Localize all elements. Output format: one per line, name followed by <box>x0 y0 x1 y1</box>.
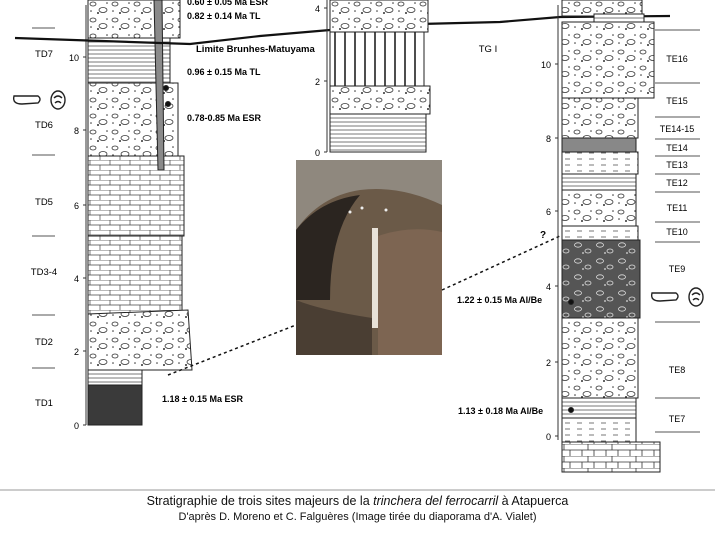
te-date: 1.13 ± 0.18 Ma Al/Be <box>458 406 544 416</box>
td-date: 0.96 ± 0.15 Ma TL <box>187 67 261 77</box>
te-date: 1.22 ± 0.15 Ma Al/Be <box>457 295 543 305</box>
te-scale-label: 4 <box>545 282 551 292</box>
te-unit-label: TE9 <box>668 264 686 274</box>
te-section <box>457 0 703 472</box>
td-unit-label: TD6 <box>35 120 53 131</box>
te-unit-label: TE14 <box>666 143 688 153</box>
tg-column <box>330 0 430 152</box>
te-scale-label: 6 <box>545 207 551 217</box>
te-unit-label: TE8 <box>668 365 686 375</box>
td-scale-label: 10 <box>68 53 79 63</box>
tg-unit-label: TG I <box>478 44 498 55</box>
te-unit-label: TE11 <box>666 203 688 213</box>
td-unit-label: TD1 <box>35 398 53 409</box>
td-scale-label: 2 <box>73 347 79 357</box>
td-unit-label: TD3-4 <box>30 267 58 278</box>
td-scale-label: 0 <box>73 421 79 431</box>
tg-scale-label: 2 <box>314 77 320 87</box>
te-unit-label: TE16 <box>666 54 688 64</box>
boundary-label: Limite Brunhes-Matuyama <box>196 44 315 55</box>
te-unit-label: TE13 <box>666 160 688 170</box>
td-date: 0.78-0.85 Ma ESR <box>187 113 262 123</box>
td-date: 0.60 ± 0.05 Ma ESR <box>187 0 268 7</box>
td-date: 1.18 ± 0.15 Ma ESR <box>162 394 243 404</box>
td-unit-label: TD2 <box>35 337 53 348</box>
td-unit-label: TD7 <box>35 49 53 60</box>
caption-line-1 <box>0 494 715 508</box>
uncertain-mark: ? <box>540 230 547 241</box>
caption-text: à Atapuerca <box>498 494 569 508</box>
caption-text: Stratigraphie de trois sites majeurs de la <box>146 494 374 508</box>
te-unit-label: TE10 <box>666 227 688 237</box>
td-scale-label: 8 <box>73 126 79 136</box>
te-unit-label: TE14-15 <box>659 124 695 134</box>
td-column <box>88 0 192 425</box>
td-date: 0.82 ± 0.14 Ma TL <box>187 11 261 21</box>
te-unit-label: TE12 <box>666 178 688 188</box>
te-unit-label: TE15 <box>666 96 688 106</box>
te-scale-label: 8 <box>545 134 551 144</box>
td-scale-label: 4 <box>73 274 79 284</box>
tg-scale-label: 4 <box>314 4 320 14</box>
te-scale-label: 10 <box>540 60 551 70</box>
caption-italic: trinchera del ferrocarril <box>373 494 499 508</box>
hominid-footprint-icon <box>652 288 703 306</box>
te-column <box>562 0 660 472</box>
te-unit-label: TE7 <box>668 414 686 424</box>
td-scale-label: 6 <box>73 201 79 211</box>
te-scale-label: 2 <box>545 358 551 368</box>
td-unit-label: TD5 <box>35 197 53 208</box>
te-scale-label: 0 <box>545 432 551 442</box>
excavation-photo <box>296 160 442 355</box>
caption-line-2: D'après D. Moreno et C. Falguères (Image tirée du diaporama d'A. Vialet) <box>178 511 537 523</box>
hominid-footprint-icon <box>14 91 65 109</box>
tg-scale-label: 0 <box>314 148 320 158</box>
td-section <box>14 0 269 431</box>
